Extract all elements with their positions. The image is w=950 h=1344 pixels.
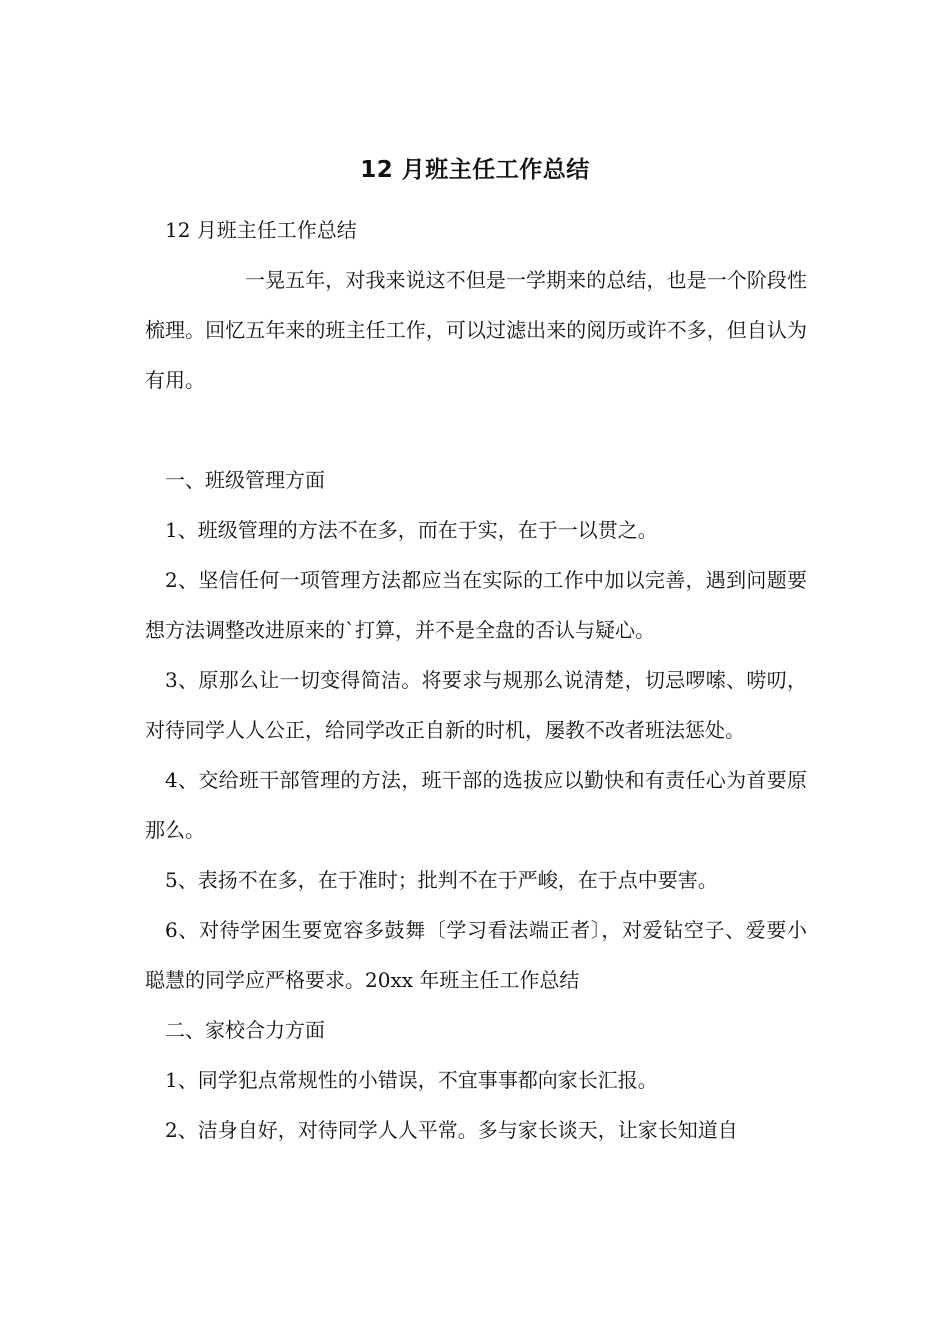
list-item-6: 6、对待学困生要宽容多鼓舞〔学习看法端正者〕，对爱钻空子、爱要小聪慧的同学应严格要求。20xx 年班主任工作总结 <box>145 918 807 992</box>
section-heading-home-school: 二、家校合力方面 <box>165 1018 325 1042</box>
document-title: 12 月班主任工作总结 <box>360 157 590 183</box>
section-heading-class-management: 一、班级管理方面 <box>165 468 325 492</box>
list-item-home-2: 2、洁身自好，对待同学人人平常。多与家长谈天，让家长知道自 <box>165 1118 738 1142</box>
list-item-5: 5、表扬不在多，在于准时；批判不在于严峻，在于点中要害。 <box>165 868 718 892</box>
list-item-home-1: 1、同学犯点常规性的小错误，不宜事事都向家长汇报。 <box>165 1068 658 1092</box>
document-body <box>145 205 807 1155</box>
list-item-4: 4、交给班干部管理的方法，班干部的选拔应以勤快和有责任心为首要原那么。 <box>145 768 807 842</box>
list-item-3: 3、原那么让一切变得简洁。将要求与规那么说清楚，切忌啰嗦、唠叨，对待同学人人公正，给同学改正自新的时机，屡教不改者班法惩处。 <box>145 668 807 742</box>
blank-line <box>145 405 807 455</box>
list-item-1: 1、班级管理的方法不在多，而在于实，在于一以贯之。 <box>165 518 658 542</box>
paragraph-intro: 一晃五年，对我来说这不但是一学期来的总结，也是一个阶段性梳理。回忆五年来的班主任工作，可以过滤出来的阅历或许不多，但自认为有用。 <box>145 268 807 392</box>
paragraph-subtitle: 12 月班主任工作总结 <box>165 218 357 242</box>
list-item-2: 2、坚信任何一项管理方法都应当在实际的工作中加以完善，遇到问题要想方法调整改进原来的`打算，并不是全盘的否认与疑心。 <box>145 568 807 642</box>
